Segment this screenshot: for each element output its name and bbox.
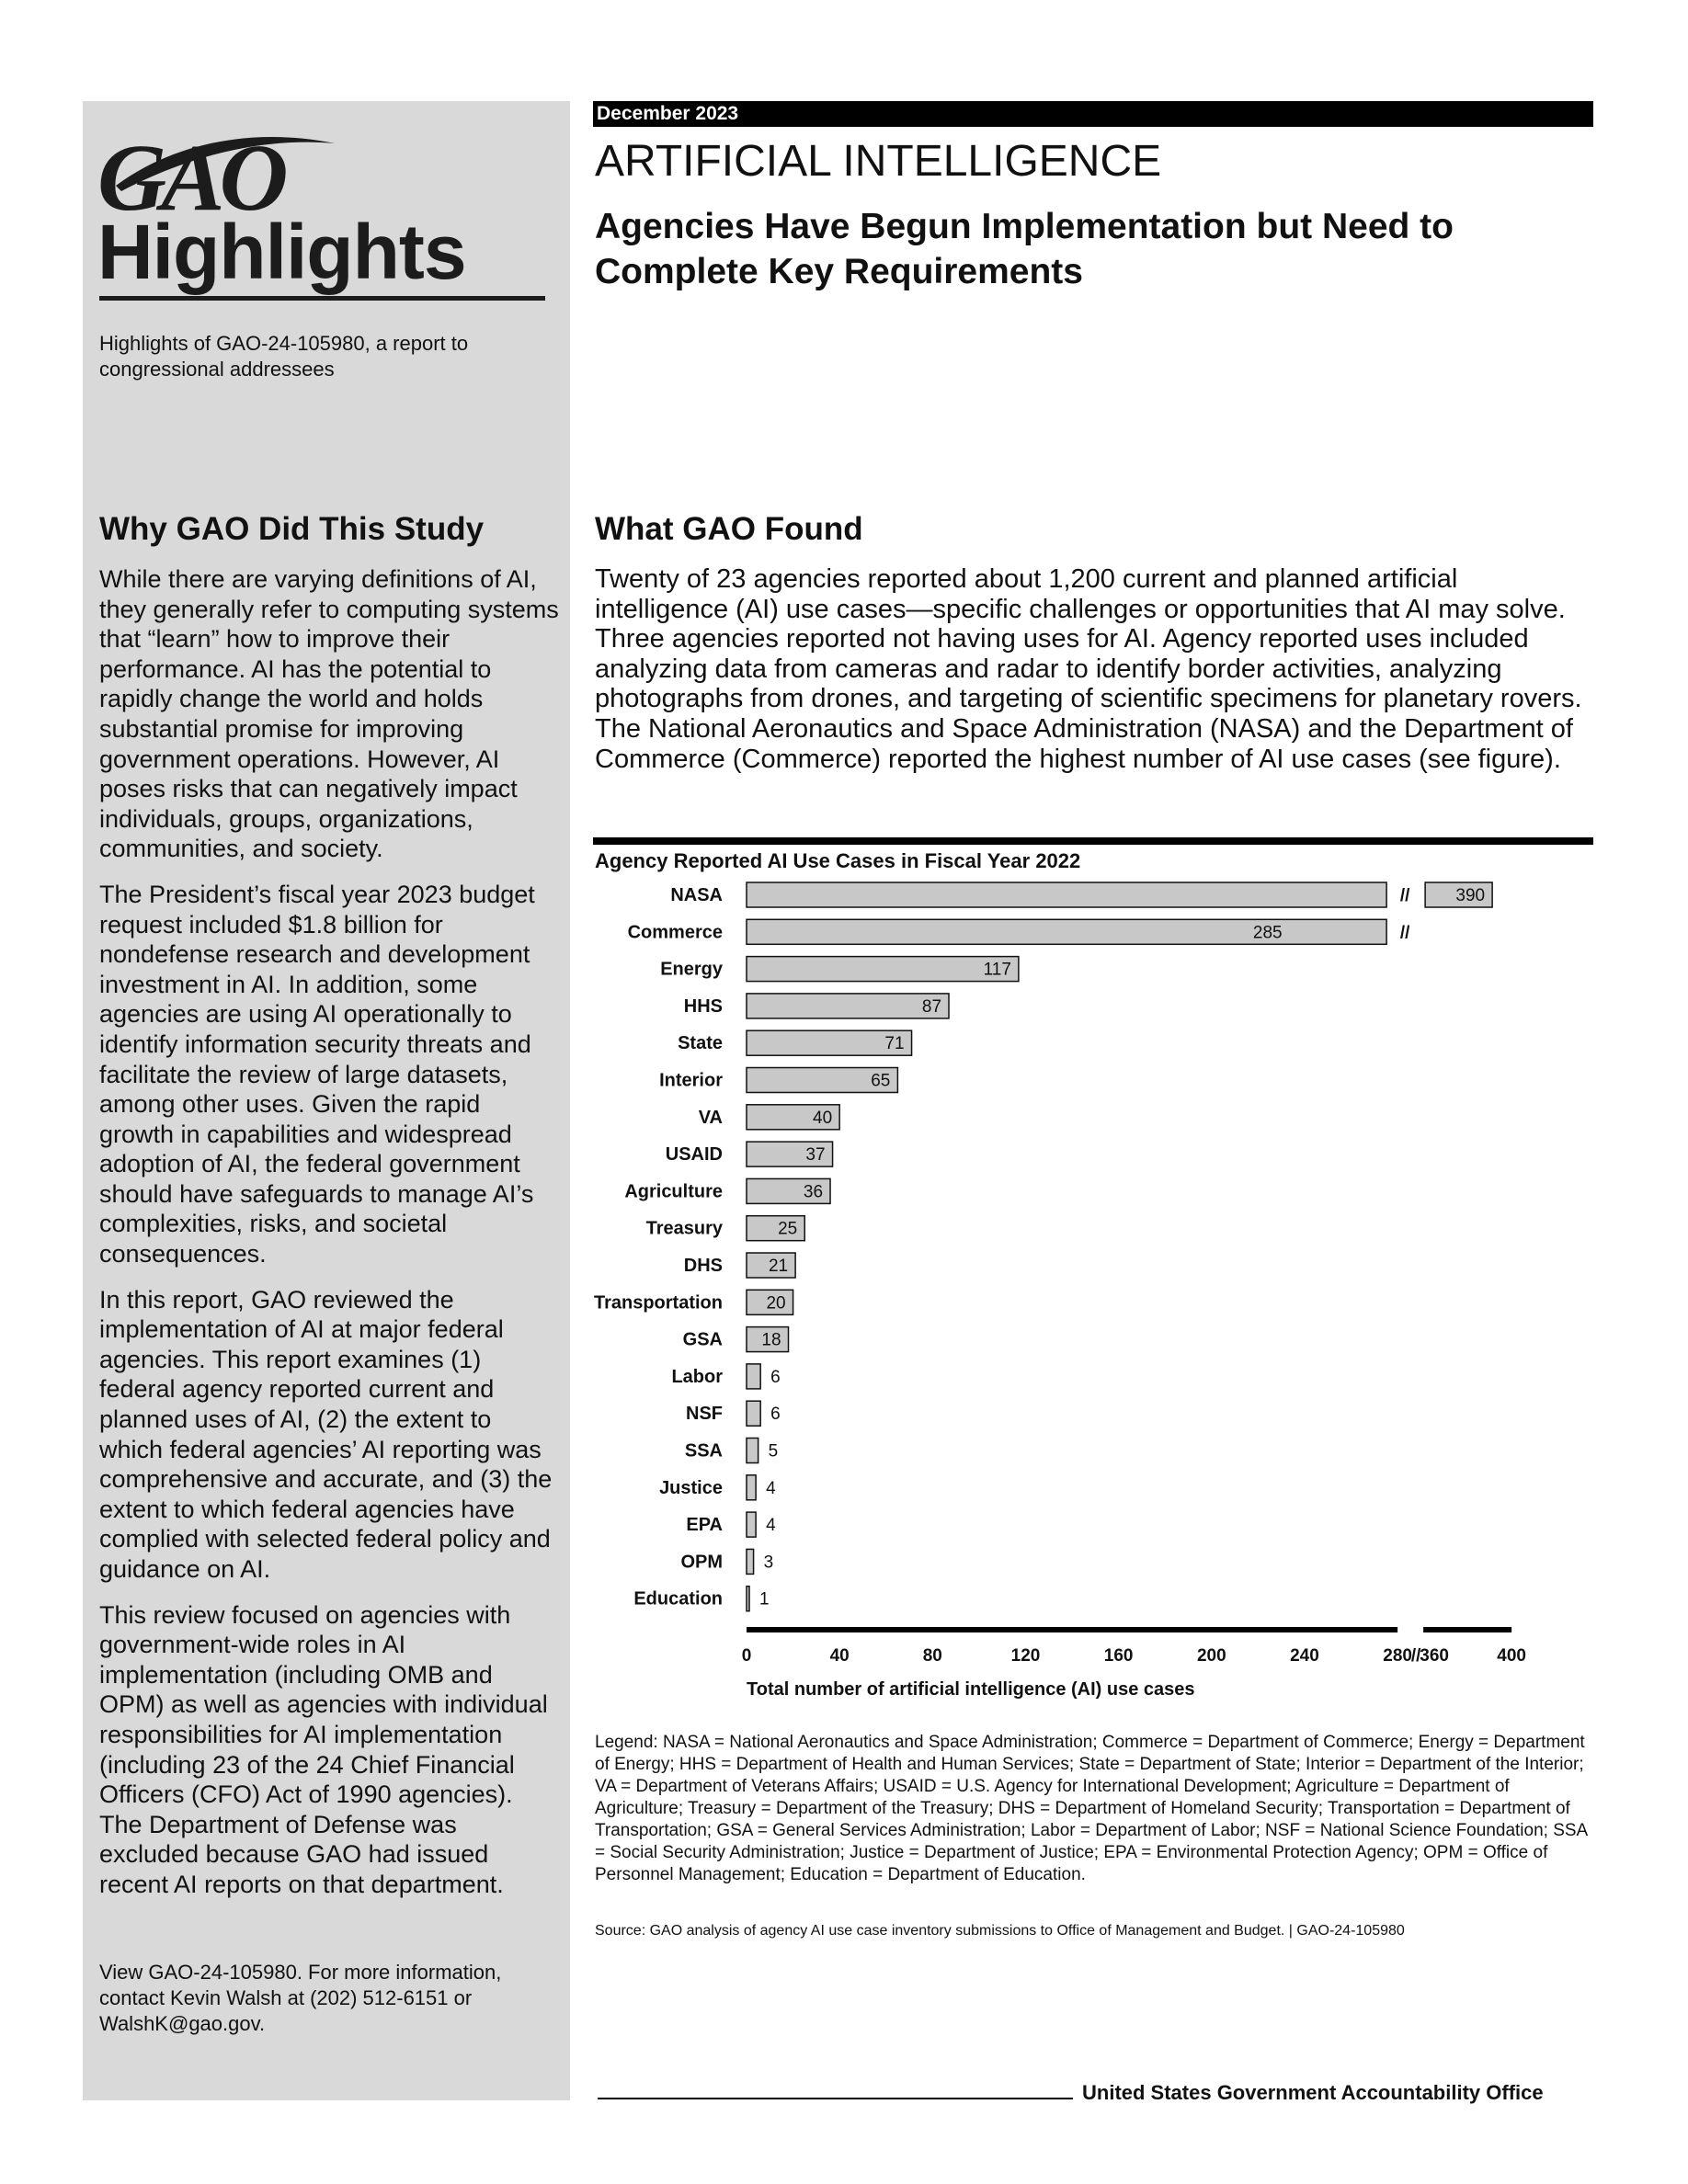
- category-label-va: VA: [698, 1107, 723, 1128]
- why-paragraph-1: While there are varying definitions of AI, they generally refer to computing systems that “learn” how to improve their performance. AI has the potential to rapidly change the world and holds substantial promise for improving government operations. However, AI poses risks that can negatively impact individuals, groups, organizations, communities, and society.: [99, 565, 559, 863]
- category-label-treasury: Treasury: [645, 1218, 723, 1239]
- x-tick-label-360: 360: [1420, 1646, 1449, 1666]
- category-label-education: Education: [633, 1588, 723, 1610]
- bar-nsf: [747, 1401, 760, 1426]
- category-label-state: State: [678, 1033, 723, 1054]
- bar-break-mark-nasa: //: [1399, 886, 1410, 905]
- why-paragraph-3: In this report, GAO reviewed the implementation of AI at major federal agencies. This report examines (1) federal agency reported current and planned uses of AI, (2) the extent to which federal agencies’ AI reporting was comprehensive and accurate, and (3) the extent to which federal agencies have complied with selected federal policy and guidance on AI.: [99, 1285, 553, 1583]
- x-tick-label-0: 0: [741, 1646, 752, 1666]
- chart-title: Agency Reported AI Use Cases in Fiscal Year 2022: [595, 849, 1081, 872]
- category-label-opm: OPM: [680, 1552, 723, 1573]
- x-tick-label-280: 280: [1383, 1646, 1412, 1666]
- report-subtitle: Agencies Have Begun Implementation but Need to Complete Key Requirements: [595, 207, 1454, 291]
- x-tick-label-240: 240: [1290, 1646, 1319, 1666]
- data-label-transportation: 20: [766, 1293, 786, 1314]
- category-label-usaid: USAID: [665, 1144, 723, 1166]
- data-label-agriculture: 36: [803, 1182, 824, 1202]
- bar-epa: [747, 1512, 756, 1537]
- why-paragraph-4: This review focused on agencies with government-wide roles in AI implementation (including OMB and OPM) as well as agencies with individual responsibilities for AI implementation (including 23 of the 24 Chief Financial Officers (CFO) Act of 1990 agencies). The Department of Defense was excluded because GAO had issued recent AI reports on that department.: [99, 1600, 548, 1898]
- chart-source: Source: GAO analysis of agency AI use case inventory submissions to Office of Management and Budget. | GAO-24-105980: [595, 1923, 1405, 1939]
- category-label-dhs: DHS: [683, 1256, 723, 1276]
- data-label-treasury: 25: [778, 1219, 798, 1239]
- data-label-usaid: 37: [805, 1145, 826, 1166]
- data-label-ssa: 5: [768, 1441, 779, 1462]
- data-label-va: 40: [813, 1108, 833, 1128]
- footer-rule: [598, 2098, 1073, 2099]
- bar-ssa: [747, 1439, 758, 1463]
- data-label-state: 71: [884, 1034, 905, 1054]
- data-label-opm: 3: [763, 1553, 774, 1573]
- x-tick-label-120: 120: [1010, 1646, 1041, 1666]
- data-label-gsa: 18: [761, 1330, 781, 1350]
- what-gao-found-heading: What GAO Found: [595, 511, 863, 547]
- data-label-commerce: 285: [1252, 923, 1283, 943]
- gao-logo-text: GAO: [97, 129, 283, 221]
- report-reference: Highlights of GAO-24-105980, a report to congressional addressees: [99, 332, 469, 381]
- category-label-nasa: NASA: [670, 885, 723, 905]
- x-tick-label-40: 40: [829, 1646, 850, 1666]
- what-gao-found-body: Twenty of 23 agencies reported about 1,200 current and planned artificial intelligence (AI) use cases—specific challenges or opportunities that AI may solve. Three agencies reported not having uses for AI. Agency reported uses included analyzing data from cameras and radar to identify border activities, analyzing photographs from drones, and targeting of scientific specimens for planetary rovers. The National Aeronautics and Space Administration (NASA) and the Department of Commerce (Commerce) reported the highest number of AI use cases (see figure).: [595, 564, 1582, 774]
- bar-commerce: [747, 919, 1386, 944]
- x-tick-label-80: 80: [922, 1646, 942, 1666]
- category-label-nsf: NSF: [686, 1404, 723, 1425]
- why-gao-heading: Why GAO Did This Study: [99, 511, 485, 547]
- bar-break-mark-commerce: //: [1399, 923, 1410, 943]
- highlights-rule: [99, 296, 545, 301]
- data-label-nasa: 390: [1455, 886, 1486, 905]
- data-label-hhs: 87: [921, 996, 942, 1017]
- x-axis-line-upper: [1423, 1627, 1511, 1632]
- figure-top-rule: [593, 837, 1593, 845]
- category-label-gsa: GSA: [682, 1329, 723, 1350]
- data-label-nsf: 6: [770, 1405, 781, 1425]
- category-label-energy: Energy: [660, 959, 723, 980]
- x-tick-label-400: 400: [1497, 1646, 1526, 1666]
- category-label-epa: EPA: [686, 1515, 723, 1536]
- bar-education: [747, 1587, 749, 1611]
- bar-opm: [747, 1549, 754, 1574]
- use-cases-bar-chart: [588, 878, 1600, 1723]
- category-label-transportation: Transportation: [593, 1292, 723, 1314]
- x-axis-title: Total number of artificial intelligence (AI) use cases: [747, 1679, 1195, 1700]
- axis-break-mark: //: [1410, 1646, 1421, 1666]
- highlights-wordmark: Highlights: [97, 209, 466, 295]
- date-banner: December 2023: [593, 101, 1593, 127]
- category-label-labor: Labor: [671, 1366, 723, 1387]
- bar-hhs: [747, 994, 949, 1018]
- data-label-interior: 65: [871, 1071, 891, 1091]
- gao-logo: [97, 129, 355, 221]
- bar-nasa: [747, 882, 1386, 907]
- data-label-labor: 6: [770, 1367, 781, 1387]
- category-label-hhs: HHS: [683, 995, 723, 1017]
- x-tick-label-160: 160: [1103, 1646, 1134, 1666]
- footer-agency-name: United States Government Accountability Office: [1082, 2081, 1544, 2104]
- why-gao-body: [99, 564, 559, 1916]
- data-label-energy: 117: [983, 960, 1011, 980]
- data-label-education: 1: [759, 1589, 770, 1610]
- category-label-justice: Justice: [659, 1477, 723, 1498]
- topic-title: ARTIFICIAL INTELLIGENCE: [595, 137, 1162, 186]
- category-label-interior: Interior: [659, 1070, 723, 1091]
- chart-legend: Legend: NASA = National Aeronautics and Space Administration; Commerce = Department of Commerce; Energy = Department of Energy; HHS = Department of Health and Human Services; State = Department of State; Interior = Department of the Interior; VA = Department of Veterans Affairs; USAID = U.S. Agency for International Development; Agriculture = Department of Agriculture; Treasury = Department of the Treasury; DHS = Department of Homeland Security; Transportation = Department of Transportation; GSA = General Services Administration; Labor = Department of Labor; NSF = National Science Foundation; SSA = Social Security Administration; Justice = Department of Justice; EPA = Environmental Protection Agency; OPM = Office of Personnel Management; Education = Department of Education.: [595, 1733, 1588, 1884]
- data-label-dhs: 21: [768, 1257, 789, 1276]
- category-label-ssa: SSA: [684, 1440, 723, 1462]
- contact-info: View GAO-24-105980. For more information, contact Kevin Walsh at (202) 512-6151 or WalshK@gao.gov.: [99, 1961, 502, 2035]
- x-axis-line: [747, 1627, 1397, 1632]
- data-label-justice: 4: [766, 1478, 776, 1498]
- data-label-epa: 4: [766, 1516, 776, 1536]
- category-label-agriculture: Agriculture: [624, 1181, 723, 1202]
- bar-justice: [747, 1475, 756, 1500]
- x-tick-label-200: 200: [1196, 1646, 1226, 1666]
- bar-labor: [747, 1364, 760, 1389]
- why-paragraph-2: The President’s fiscal year 2023 budget request included $1.8 billion for nondefense research and development investment in AI. In addition, some agencies are using AI operationally to identify information security threats and facilitate the review of large datasets, among other uses. Given the rapid growth in capabilities and widespread adoption of AI, the federal government should have safeguards to manage AI’s complexities, risks, and societal consequences.: [99, 880, 535, 1268]
- category-label-commerce: Commerce: [627, 922, 723, 943]
- bar-energy: [747, 957, 1019, 982]
